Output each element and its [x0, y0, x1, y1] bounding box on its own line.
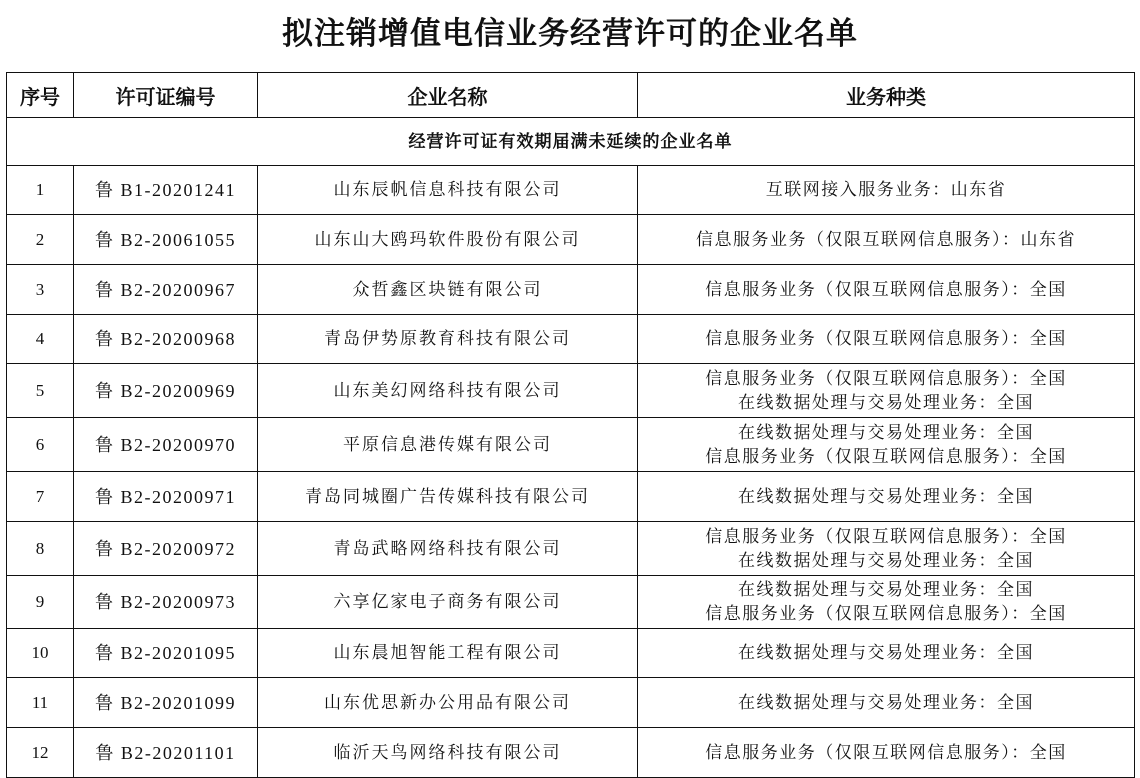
license-number-cell: 鲁 B2-20200967 — [74, 265, 258, 315]
business-type-line: 在线数据处理与交易处理业务：全国 — [738, 392, 1034, 413]
company-name-cell: 众哲鑫区块链有限公司 — [258, 265, 638, 315]
company-name-cell: 山东晨旭智能工程有限公司 — [258, 629, 638, 678]
business-type-line: 在线数据处理与交易处理业务：全国 — [738, 692, 1034, 713]
license-number-cell: 鲁 B2-20201099 — [74, 678, 258, 728]
business-type-line: 信息服务业务（仅限互联网信息服务）：全国 — [705, 368, 1067, 389]
license-number-cell: 鲁 B1-20201241 — [74, 166, 258, 215]
serial-number-cell: 6 — [7, 418, 74, 472]
table-row — [7, 315, 1135, 364]
business-type-cell — [638, 728, 1135, 778]
company-name-cell: 青岛伊势原教育科技有限公司 — [258, 315, 638, 364]
table-row — [7, 728, 1135, 778]
license-number-cell: 鲁 B2-20200970 — [74, 418, 258, 472]
business-type-line: 信息服务业务（仅限互联网信息服务）：全国 — [705, 604, 1067, 624]
license-number-cell: 鲁 B2-20201101 — [74, 728, 258, 778]
license-number-cell: 鲁 B2-20200969 — [74, 364, 258, 418]
license-number-cell: 鲁 B2-20061055 — [74, 215, 258, 265]
company-name-cell: 山东美幻网络科技有限公司 — [258, 364, 638, 418]
business-type-cell — [638, 215, 1135, 265]
table-header-row — [7, 73, 1135, 118]
license-number-cell: 鲁 B2-20201095 — [74, 629, 258, 678]
serial-number-cell: 4 — [7, 315, 74, 364]
serial-number-cell: 5 — [7, 364, 74, 418]
license-number-cell: 鲁 B2-20200971 — [74, 472, 258, 522]
company-name-cell: 青岛同城圈广告传媒科技有限公司 — [258, 472, 638, 522]
business-type-line: 在线数据处理与交易处理业务：全国 — [738, 580, 1034, 600]
page-title: 拟注销增值电信业务经营许可的企业名单 — [282, 16, 858, 52]
serial-number-cell: 11 — [7, 678, 74, 728]
business-type-line: 互联网接入服务业务：山东省 — [765, 180, 1007, 200]
license-number-cell: 鲁 B2-20200968 — [74, 315, 258, 364]
header-company-name: 企业名称 — [258, 73, 638, 118]
license-number-cell: 鲁 B2-20200973 — [74, 576, 258, 629]
section-row — [7, 118, 1135, 166]
business-type-cell — [638, 629, 1135, 678]
table-row — [7, 418, 1135, 472]
business-type-line: 信息服务业务（仅限互联网信息服务）：全国 — [705, 742, 1067, 763]
business-type-cell — [638, 418, 1135, 472]
table-row — [7, 215, 1135, 265]
table-row — [7, 678, 1135, 728]
business-type-cell — [638, 364, 1135, 418]
company-name-cell: 临沂天鸟网络科技有限公司 — [258, 728, 638, 778]
business-type-line: 信息服务业务（仅限互联网信息服务）：全国 — [705, 446, 1067, 467]
business-type-cell — [638, 472, 1135, 522]
business-type-line: 在线数据处理与交易处理业务：全国 — [738, 643, 1034, 663]
table-row — [7, 522, 1135, 576]
serial-number-cell: 8 — [7, 522, 74, 576]
company-list-table — [6, 72, 1135, 778]
header-license-number: 许可证编号 — [74, 73, 258, 118]
section-label: 经营许可证有效期届满未延续的企业名单 — [7, 118, 1135, 166]
company-name-cell: 平原信息港传媒有限公司 — [258, 418, 638, 472]
business-type-cell — [638, 315, 1135, 364]
company-name-cell: 山东辰帆信息科技有限公司 — [258, 166, 638, 215]
table-row — [7, 364, 1135, 418]
table-row — [7, 629, 1135, 678]
serial-number-cell: 1 — [7, 166, 74, 215]
table-row — [7, 265, 1135, 315]
business-type-cell — [638, 522, 1135, 576]
serial-number-cell: 9 — [7, 576, 74, 629]
company-name-cell: 青岛武略网络科技有限公司 — [258, 522, 638, 576]
serial-number-cell: 12 — [7, 728, 74, 778]
business-type-cell — [638, 576, 1135, 629]
company-name-cell: 山东优思新办公用品有限公司 — [258, 678, 638, 728]
header-serial-number: 序号 — [7, 73, 74, 118]
serial-number-cell: 3 — [7, 265, 74, 315]
business-type-line: 信息服务业务（仅限互联网信息服务）：全国 — [705, 329, 1067, 349]
business-type-cell — [638, 265, 1135, 315]
business-type-cell — [638, 678, 1135, 728]
business-type-line: 信息服务业务（仅限互联网信息服务）：山东省 — [696, 229, 1076, 250]
serial-number-cell: 7 — [7, 472, 74, 522]
serial-number-cell: 10 — [7, 629, 74, 678]
business-type-line: 信息服务业务（仅限互联网信息服务）：全国 — [705, 526, 1067, 547]
business-type-line: 信息服务业务（仅限互联网信息服务）：全国 — [705, 279, 1067, 300]
table-row — [7, 472, 1135, 522]
header-business-type: 业务种类 — [638, 73, 1135, 118]
business-type-line: 在线数据处理与交易处理业务：全国 — [738, 486, 1034, 507]
serial-number-cell: 2 — [7, 215, 74, 265]
table-row — [7, 166, 1135, 215]
table-row — [7, 576, 1135, 629]
company-name-cell: 山东山大鸥玛软件股份有限公司 — [258, 215, 638, 265]
license-number-cell: 鲁 B2-20200972 — [74, 522, 258, 576]
business-type-line: 在线数据处理与交易处理业务：全国 — [738, 550, 1034, 571]
business-type-cell — [638, 166, 1135, 215]
company-name-cell: 六享亿家电子商务有限公司 — [258, 576, 638, 629]
business-type-line: 在线数据处理与交易处理业务：全国 — [738, 422, 1034, 443]
